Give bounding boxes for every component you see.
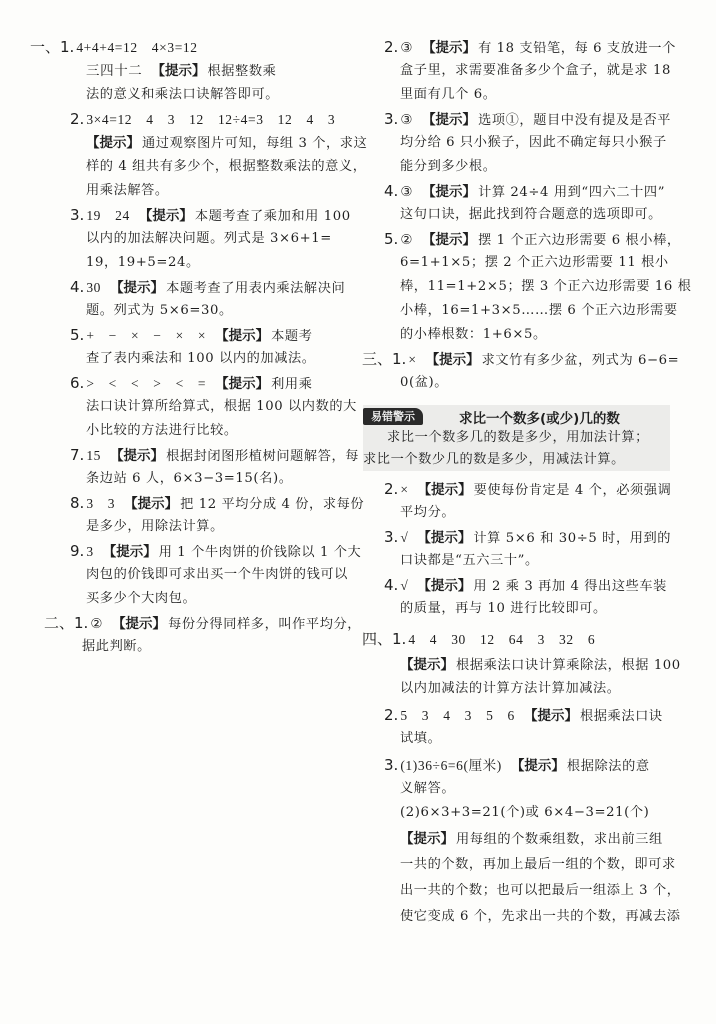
hint-text: 样的 4 组共有多少个，根据整数乘法的意义， (86, 159, 367, 174)
hint-label: 【提示】 (116, 280, 165, 296)
hint-label: 【提示】 (109, 544, 157, 560)
hint-text: 本题考查了乘加和用 100 (194, 209, 351, 224)
answer-line (400, 504, 455, 522)
answer-value: × (400, 482, 409, 497)
hint-text: 以内加减法的计算方法计算加减法。 (400, 681, 621, 696)
hint-text: 摆 1 个正六边形需要 6 根小棒， (478, 233, 681, 248)
question-number: 3. (384, 110, 399, 128)
hint-text: 根据除法的意 (566, 759, 650, 774)
common-mistake-callout (363, 405, 670, 471)
question-number: 6. (70, 374, 85, 392)
hint-label: 【提示】 (158, 63, 206, 79)
callout-badge: 易错警示 (363, 408, 423, 425)
answer-line (400, 302, 678, 320)
hint-label: 【提示】 (116, 448, 165, 464)
hint-label: 【提示】 (130, 496, 179, 512)
answer-line (400, 374, 448, 392)
hint-label: 【提示】 (428, 232, 477, 248)
answer-line (400, 278, 692, 296)
hint-text: 里面有几个 6。 (400, 87, 497, 102)
answer-line (400, 600, 607, 618)
answer-line (86, 422, 238, 440)
hint-label: 【提示】 (221, 328, 270, 344)
answer-line (400, 882, 681, 900)
hint-text: 把 12 平均分成 4 份，求每份 (180, 497, 365, 512)
answer-line (86, 86, 279, 104)
answer-line (70, 326, 313, 346)
hint-text: 根据封闭图形植树问题解答，每 (166, 449, 360, 464)
hint-text: 19，19+5=24。 (86, 255, 200, 270)
answer-value: 5 3 4 3 5 6 (400, 708, 515, 723)
answer-line (70, 206, 351, 226)
hint-text: 小比较的方法进行比较。 (86, 423, 238, 438)
answer-value: ③ (400, 184, 414, 199)
answer-line (86, 470, 292, 488)
question-number: 8. (70, 494, 85, 512)
answer-line (400, 680, 621, 698)
hint-text: 选项①，题目中没有提及是否平 (478, 113, 672, 128)
answer-line (384, 706, 663, 726)
answer-value: × (408, 352, 417, 367)
answer-line (384, 480, 671, 500)
hint-label: 【提示】 (400, 831, 454, 847)
answer-value: ② (90, 616, 104, 631)
hint-text: 法的意义和乘法口诀解答即可。 (86, 87, 280, 102)
question-number: 7. (70, 446, 85, 464)
hint-text: 这句口诀，据此找到符合题意的选项即可。 (400, 207, 662, 222)
answer-value: ② (400, 232, 414, 247)
hint-text: 一共的个数，再加上最后一组的个数，即可求 (400, 857, 676, 872)
callout-text-line: 求比一个数多几的数是多少，用加法计算； (387, 430, 649, 445)
hint-label: 【提示】 (432, 352, 480, 368)
hint-text: 口诀都是“五六三十”。 (400, 553, 539, 568)
answer-line (384, 528, 671, 548)
hint-label: 【提示】 (428, 40, 477, 56)
question-number: 3. (70, 206, 85, 224)
answer-line (400, 158, 497, 176)
hint-label: 【提示】 (517, 758, 565, 774)
hint-text: 条边站 6 人，6×3−3=15(名)。 (86, 471, 293, 486)
answer-line (86, 518, 224, 536)
answer-line (86, 350, 316, 368)
answer-line (362, 630, 595, 650)
answer-value: 4 4 30 12 64 3 32 6 (408, 632, 596, 647)
answer-line (384, 230, 681, 250)
question-number: 二、1. (44, 614, 89, 632)
answer-value: 三四十二 (86, 63, 143, 78)
hint-text: (2)6×3+3=21(个)或 6×4−3=21(个) (400, 805, 650, 820)
answer-value: (1)36÷6=6(厘米) (400, 758, 502, 773)
hint-text: 小棒，16=1+3×5……摆 6 个正六边形需要 (400, 303, 678, 318)
answer-value: 19 24 (86, 208, 130, 223)
answer-value: 3×4=12 4 3 12 12÷4=3 12 4 3 (86, 112, 336, 127)
answer-line (400, 552, 539, 570)
hint-text: 以内的加法解决问题。列式是 3×6+1= (86, 231, 332, 246)
hint-text: 本题考 (271, 329, 313, 344)
answer-line (86, 254, 200, 272)
question-number: 3. (384, 528, 399, 546)
answer-line (398, 656, 681, 675)
answer-line (400, 134, 667, 152)
hint-label: 【提示】 (428, 184, 477, 200)
answer-line (86, 590, 196, 608)
hint-text: 题。列式为 5×6=30。 (86, 303, 233, 318)
hint-text: 法口诀计算所给算式，根据 100 以内数的大 (86, 399, 357, 414)
hint-label: 【提示】 (424, 578, 472, 594)
answer-line (70, 110, 335, 130)
answer-line (86, 566, 348, 584)
answer-line (362, 350, 679, 370)
hint-text: 查了表内乘法和 100 以内的加减法。 (86, 351, 316, 366)
hint-text: 的小棒根数：1+6×5。 (400, 327, 547, 342)
hint-text: 的质量，再与 10 进行比较即可。 (400, 601, 607, 616)
answer-line (30, 38, 198, 58)
hint-text: 出一共的个数；也可以把最后一组添上 3 个， (400, 883, 681, 898)
answer-line (400, 86, 497, 104)
hint-label: 【提示】 (221, 376, 270, 392)
answer-line (70, 542, 361, 562)
hint-label: 【提示】 (424, 530, 472, 546)
answer-line (70, 446, 359, 466)
hint-text: 本题考查了用表内乘法解决问 (166, 281, 346, 296)
answer-line (384, 38, 676, 58)
answer-value: 4+4+4=12 4×3=12 (76, 40, 198, 55)
answer-line (384, 110, 671, 130)
hint-text: 棒，11=1+2×5；摆 3 个正六边形需要 16 根 (400, 279, 692, 294)
callout-title: 求比一个数多(或少)几的数 (459, 411, 620, 427)
hint-label: 【提示】 (86, 135, 140, 151)
answer-value: 15 (86, 448, 102, 463)
hint-text: 买多少个大肉包。 (86, 591, 197, 606)
answer-line (70, 494, 364, 514)
answer-line (398, 830, 663, 849)
answer-line (400, 326, 547, 344)
question-number: 5. (384, 230, 399, 248)
hint-text: 要使每份肯定是 4 个，必须强调 (473, 483, 672, 498)
hint-label: 【提示】 (118, 616, 167, 632)
hint-text: 6=1+1×5；摆 2 个正六边形需要 11 根小 (400, 255, 669, 270)
answer-value: 3 3 (86, 496, 116, 511)
answer-value: 30 (86, 280, 102, 295)
question-number: 2. (384, 38, 399, 56)
answer-line (86, 230, 332, 248)
hint-label: 【提示】 (145, 208, 193, 224)
question-number: 2. (70, 110, 85, 128)
question-number: 5. (70, 326, 85, 344)
question-number: 4. (384, 576, 399, 594)
answer-line (70, 374, 313, 394)
hint-text: 用每组的个数乘组数，求出前三组 (456, 832, 663, 847)
answer-line (400, 254, 669, 272)
hint-text: 根据乘法口诀 (579, 709, 663, 724)
answer-line (86, 62, 276, 81)
answer-value: + − × − × × (86, 328, 207, 343)
answer-line (70, 278, 345, 298)
hint-label: 【提示】 (428, 112, 477, 128)
answer-value: √ (400, 578, 409, 593)
callout-text-line: 求比一个数少几的数是多少，用减法计算。 (363, 452, 625, 467)
hint-text: 能分到多少根。 (400, 159, 497, 174)
hint-text: 平均分。 (400, 505, 456, 520)
hint-text: 用 2 乘 3 再加 4 得出这些车装 (473, 579, 667, 594)
answer-value: > < < > < = (86, 376, 207, 391)
answer-line (86, 302, 233, 320)
question-number: 一、1. (30, 38, 75, 56)
answer-line (384, 182, 665, 202)
question-number: 3. (384, 756, 399, 774)
answer-line (400, 62, 671, 80)
hint-text: 是多少，用除法计算。 (86, 519, 224, 534)
answer-line (384, 756, 650, 776)
hint-text: 义解答。 (400, 781, 456, 796)
hint-text: 据此判断。 (82, 639, 151, 654)
answer-line (400, 908, 681, 926)
answer-line (400, 856, 676, 874)
hint-text: 用 1 个牛肉饼的价钱除以 1 个大 (158, 545, 362, 560)
answer-line (82, 638, 151, 656)
question-number: 4. (70, 278, 85, 296)
answer-value: ③ (400, 40, 414, 55)
hint-text: 利用乘 (271, 377, 313, 392)
answer-value: ③ (400, 112, 414, 127)
answer-line (84, 134, 367, 153)
question-number: 四、1. (362, 630, 407, 648)
answer-line (384, 576, 667, 596)
hint-text: 均分给 6 只小猴子，因此不确定每只小猴子 (400, 135, 667, 150)
hint-label: 【提示】 (400, 657, 454, 673)
hint-label: 【提示】 (530, 708, 578, 724)
hint-text: 通过观察图片可知，每组 3 个，求这 (142, 136, 368, 151)
hint-text: 0(盆)。 (400, 375, 449, 390)
answer-line (400, 804, 649, 822)
hint-text: 每份分得同样多，叫作平均分， (168, 617, 362, 632)
hint-text: 盒子里，求需要准备多少个盒子，就是求 18 (400, 63, 671, 78)
question-number: 9. (70, 542, 85, 560)
answer-line (86, 158, 367, 176)
answer-line (400, 730, 441, 748)
question-number: 2. (384, 480, 399, 498)
hint-text: 用乘法解答。 (86, 183, 169, 198)
hint-text: 使它变成 6 个，先求出一共的个数，再减去添 (400, 909, 681, 924)
question-number: 4. (384, 182, 399, 200)
hint-text: 求文竹有多少盆，列式为 6−6= (481, 353, 680, 368)
answer-value: √ (400, 530, 409, 545)
hint-text: 根据乘法口诀计算乘除法，根据 100 (456, 658, 681, 673)
answer-line (86, 182, 169, 200)
question-number: 2. (384, 706, 399, 724)
answer-line (86, 398, 357, 416)
answer-line (400, 780, 455, 798)
hint-text: 计算 24÷4 用到“四六二十四” (478, 185, 666, 200)
answer-line (44, 614, 361, 634)
question-number: 三、1. (362, 350, 407, 368)
answer-line (400, 206, 662, 224)
hint-text: 试填。 (400, 731, 442, 746)
hint-text: 有 18 支铅笔，每 6 支放进一个 (478, 41, 676, 56)
hint-label: 【提示】 (424, 482, 472, 498)
answer-value: 3 (86, 544, 94, 559)
hint-text: 计算 5×6 和 30÷5 时，用到的 (473, 531, 672, 546)
hint-text: 根据整数乘 (207, 64, 277, 79)
hint-text: 肉包的价钱即可求出买一个牛肉饼的钱可以 (86, 567, 348, 582)
